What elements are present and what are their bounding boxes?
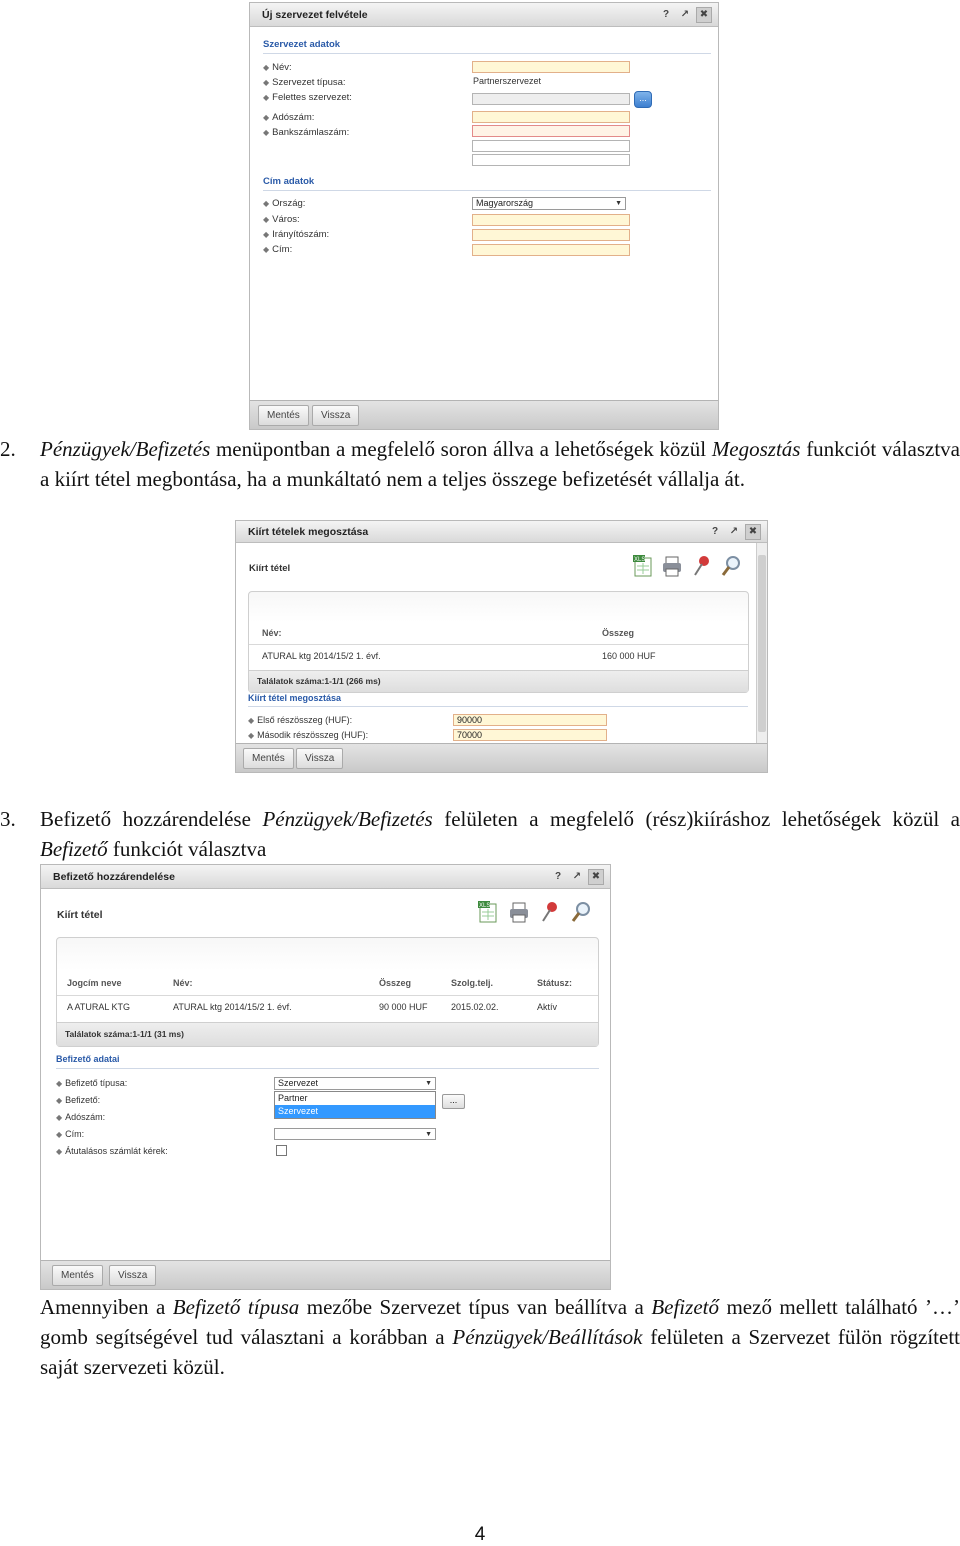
page-number: 4 [474, 1524, 486, 1545]
excel-export-icon[interactable] [632, 553, 654, 579]
pin-icon[interactable] [539, 899, 561, 925]
column-claim-name: Jogcím neve [67, 978, 122, 988]
split-items-dialog [235, 520, 768, 773]
printer-icon[interactable] [508, 899, 530, 925]
label-payer: ◆ Befizető: [56, 1095, 101, 1105]
section-payer-data: Befizető adatai [56, 1054, 120, 1064]
row-name: ATURAL ktg 2014/15/2 1. évf. [262, 651, 381, 661]
chevron-down-icon: ▼ [425, 1080, 432, 1087]
vertical-scrollbar[interactable] [756, 543, 767, 744]
item-list-panel [248, 591, 749, 693]
first-amount-input[interactable]: 90000 [453, 714, 607, 726]
printer-icon[interactable] [661, 553, 683, 579]
back-button[interactable]: Vissza [109, 1265, 156, 1286]
chevron-down-icon: ▼ [425, 1131, 432, 1138]
results-count: Találatok száma:1-1/1 (266 ms) [249, 670, 748, 692]
label-payer-type: ◆ Befizető típusa: [56, 1078, 128, 1088]
column-service-date: Szolg.telj. [451, 978, 494, 988]
label-org-type: ◆ Szervezet típusa: [263, 77, 346, 88]
item-list-panel [56, 937, 599, 1047]
option-partner[interactable]: Partner [278, 1093, 308, 1103]
save-button[interactable]: Mentés [258, 405, 309, 426]
label-tax-number: ◆ Adószám: [263, 112, 315, 123]
back-button[interactable]: Vissza [296, 748, 343, 769]
dialog-title [236, 521, 767, 543]
section-split-item: Kiírt tétel megosztása [248, 693, 342, 703]
column-amount: Összeg [602, 628, 635, 638]
save-button[interactable]: Mentés [243, 748, 294, 769]
item-heading: Kiírt tétel [249, 563, 291, 574]
dialog-footer [41, 1260, 610, 1289]
item-number-3: 3. [0, 807, 16, 831]
item-number-2: 2. [0, 437, 16, 461]
results-count: Találatok száma:1-1/1 (31 ms) [57, 1022, 598, 1046]
label-tax-number: ◆ Adószám: [56, 1112, 106, 1122]
magnifier-icon[interactable] [720, 553, 742, 579]
address-select[interactable] [274, 1128, 436, 1140]
payer-type-dropdown-list [274, 1091, 436, 1119]
section-organization-data: Szervezet adatok [263, 39, 341, 50]
paragraph-3: Befizető hozzárendelése Pénzügyek/Befizetés felületen a megfelelő (rész)kiíráshoz lehetőségek közül a Befizető funkciót választva [40, 807, 960, 861]
label-second-amount: ◆ Második részösszeg (HUF): [248, 730, 369, 740]
popout-icon[interactable]: ↗ [729, 526, 739, 537]
back-button[interactable]: Vissza [312, 405, 359, 426]
org-type-value: Partnerszervezet [473, 76, 542, 86]
option-organization[interactable]: Szervezet [275, 1105, 435, 1118]
magnifier-icon[interactable] [570, 899, 592, 925]
row-service-date: 2015.02.02. [451, 1002, 499, 1012]
parent-org-select-button[interactable]: ... [634, 91, 652, 108]
close-icon[interactable]: ✖ [745, 524, 761, 540]
dialog-title-text: Új szervezet felvétele [262, 9, 368, 21]
dialog-footer [236, 743, 767, 772]
close-icon[interactable]: ✖ [588, 869, 604, 885]
pin-icon[interactable] [691, 553, 713, 579]
assign-payer-dialog [40, 864, 611, 1290]
bank-account-input-1[interactable] [472, 125, 630, 137]
label-transfer-invoice: ◆ Átutalásos számlát kérek: [56, 1146, 168, 1156]
label-zip: ◆ Irányítószám: [263, 229, 330, 240]
label-bank-account: ◆ Bankszámlaszám: [263, 127, 350, 138]
save-button[interactable]: Mentés [52, 1265, 103, 1286]
column-name: Név: [173, 978, 193, 988]
label-city: ◆ Város: [263, 214, 300, 225]
row-name: ATURAL ktg 2014/15/2 1. évf. [173, 1002, 292, 1012]
name-input[interactable] [472, 61, 630, 73]
popout-icon[interactable]: ↗ [572, 871, 582, 882]
row-amount: 160 000 HUF [602, 651, 656, 661]
label-name: ◆ Név: [263, 62, 292, 73]
paragraph-4: Amennyiben a Befizető típusa mezőbe Szervezet típus van beállítva a Befizető mező mellett található ’…’ gomb segítségével tud választani a korábban a Pénzügyek/Beállítások felületen a Szervezet fülön rögzített saját szervezeti közül. [40, 1295, 960, 1379]
zip-input[interactable] [472, 229, 630, 241]
label-country: ◆ Ország: [263, 198, 306, 209]
label-parent-org: ◆ Felettes szervezet: [263, 92, 352, 103]
payer-select-button[interactable]: ... [442, 1094, 465, 1109]
parent-org-input[interactable] [472, 93, 630, 105]
dialog-title [250, 3, 718, 27]
column-name: Név: [262, 628, 282, 638]
bank-account-input-3[interactable] [472, 154, 630, 166]
second-amount-input[interactable]: 70000 [453, 729, 607, 741]
close-icon[interactable]: ✖ [696, 7, 712, 23]
tax-number-input[interactable] [472, 111, 630, 123]
row-status: Aktív [537, 1002, 558, 1012]
svg-text:XLS: XLS [479, 903, 491, 909]
payer-type-select[interactable]: Szervezet ▼ [274, 1077, 436, 1090]
row-claim-name: A ATURAL KTG [67, 1002, 131, 1012]
row-amount: 90 000 HUF [379, 1002, 428, 1012]
help-icon[interactable]: ? [662, 9, 670, 20]
dialog-title-text: Kiírt tételek megosztása [248, 526, 369, 538]
label-address: ◆ Cím: [56, 1129, 85, 1139]
help-icon[interactable]: ? [554, 871, 562, 882]
column-status: Státusz: [537, 978, 573, 988]
address-input[interactable] [472, 244, 630, 256]
new-organization-dialog [249, 2, 719, 430]
section-address-data: Cím adatok [263, 176, 315, 187]
country-select[interactable]: Magyarország ▼ [472, 197, 626, 210]
dialog-title-text: Befizető hozzárendelése [53, 871, 175, 883]
paragraph-2: Pénzügyek/Befizetés menüpontban a megfelelő soron állva a lehetőségek közül Megosztás funkciót választva a kiírt tétel megbontása, ha a munkáltató nem a teljes összege befizetését vállalja át. [40, 437, 960, 491]
help-icon[interactable]: ? [711, 526, 719, 537]
dialog-title [41, 865, 610, 889]
label-first-amount: ◆ Első részösszeg (HUF): [248, 715, 353, 725]
transfer-invoice-checkbox[interactable] [276, 1145, 287, 1156]
chevron-down-icon: ▼ [615, 200, 622, 207]
svg-text:XLS: XLS [634, 557, 646, 563]
column-amount: Összeg [379, 978, 412, 988]
label-address: ◆ Cím: [263, 244, 293, 255]
excel-export-icon[interactable] [477, 899, 499, 925]
city-input[interactable] [472, 214, 630, 226]
dialog-footer [250, 400, 718, 429]
bank-account-input-2[interactable] [472, 140, 630, 152]
popout-icon[interactable]: ↗ [680, 9, 690, 20]
item-heading: Kiírt tétel [57, 909, 103, 921]
